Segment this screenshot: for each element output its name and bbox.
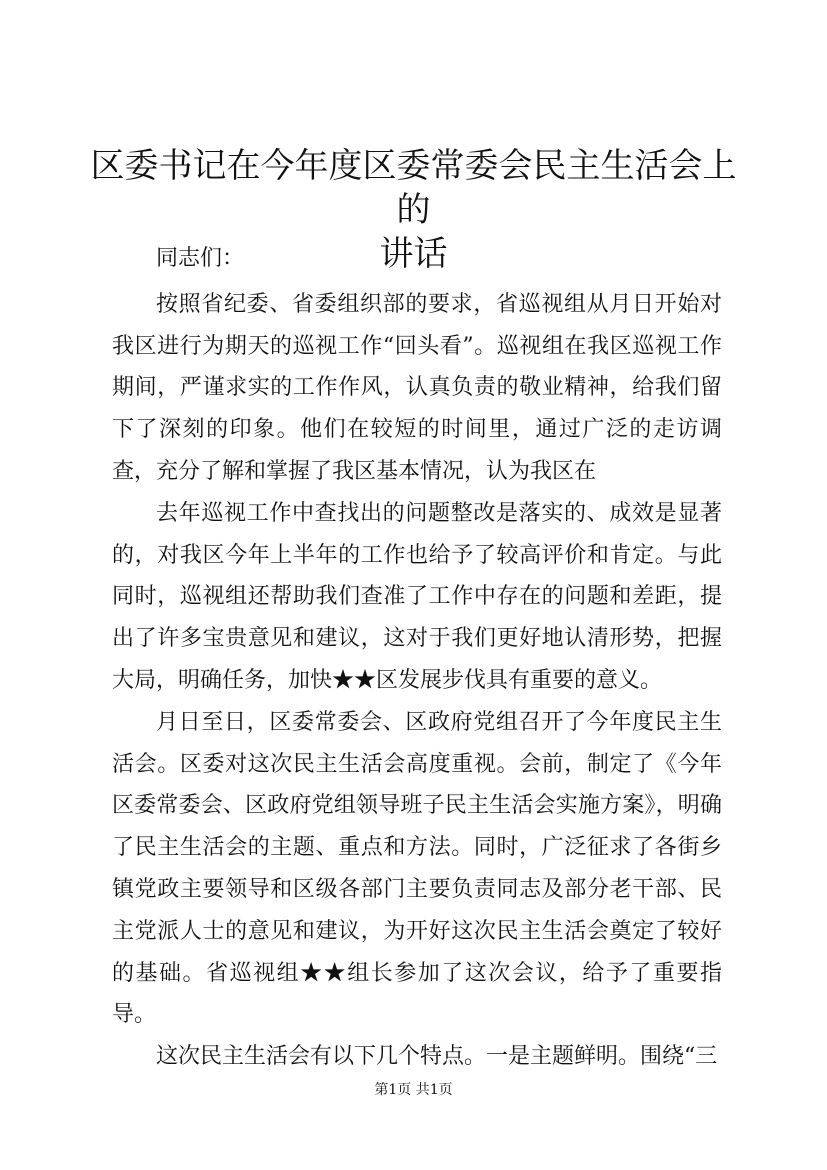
paragraph-2: 去年巡视工作中查找出的问题整改是落实的、成效是显著的，对我区今年上半年的工作也给予了较高评价和肯定。与此同时，巡视组还帮助我们查准了工作中存在的问题和差距，提出了许多宝贵意见和建议，这对于我们更好地认清形势，把握大局，明确任务，加快★★区发展步伐具有重要的意义。 — [112, 500, 722, 693]
paragraph-4: 这次民主生活会有以下几个特点。一是主题鲜明。围绕“三 — [156, 1044, 718, 1070]
paragraph-3: 月日至日，区委常委会、区政府党组召开了今年度民主生活会。区委对这次民主生活会高度重视。会前，制定了《今年区委常委会、区政府党组领导班子民主生活会实施方案》，明确了民主生活会的主题、重点和方法。同时，广泛征求了各街乡镇党政主要领导和区级各部门主要负责同志及部分老干部、民主党派人士的意见和建议，为开好这次民主生活会奠定了较好的基础。省巡视组★★组长参加了这次会议，给予了重要指导。 — [112, 709, 722, 1028]
page-footer: 第1页 共1页 — [374, 1082, 453, 1098]
document-title: 区委书记在今年度区委常委会民主生活会上的 讲话 — [90, 146, 737, 274]
salutation: 同志们： — [156, 246, 245, 271]
paragraph-1: 按照省纪委、省委组织部的要求，省巡视组从月日开始对我区进行为期天的巡视工作“回头看”。巡视组在我区巡视工作期间，严谨求实的工作作风，认真负责的敬业精神，给我们留下了深刻的印象。他们在较短的时间里，通过广泛的走访调查，充分了解和掌握了我区基本情况，认为我区在 — [112, 291, 722, 484]
document-body — [112, 238, 722, 1078]
